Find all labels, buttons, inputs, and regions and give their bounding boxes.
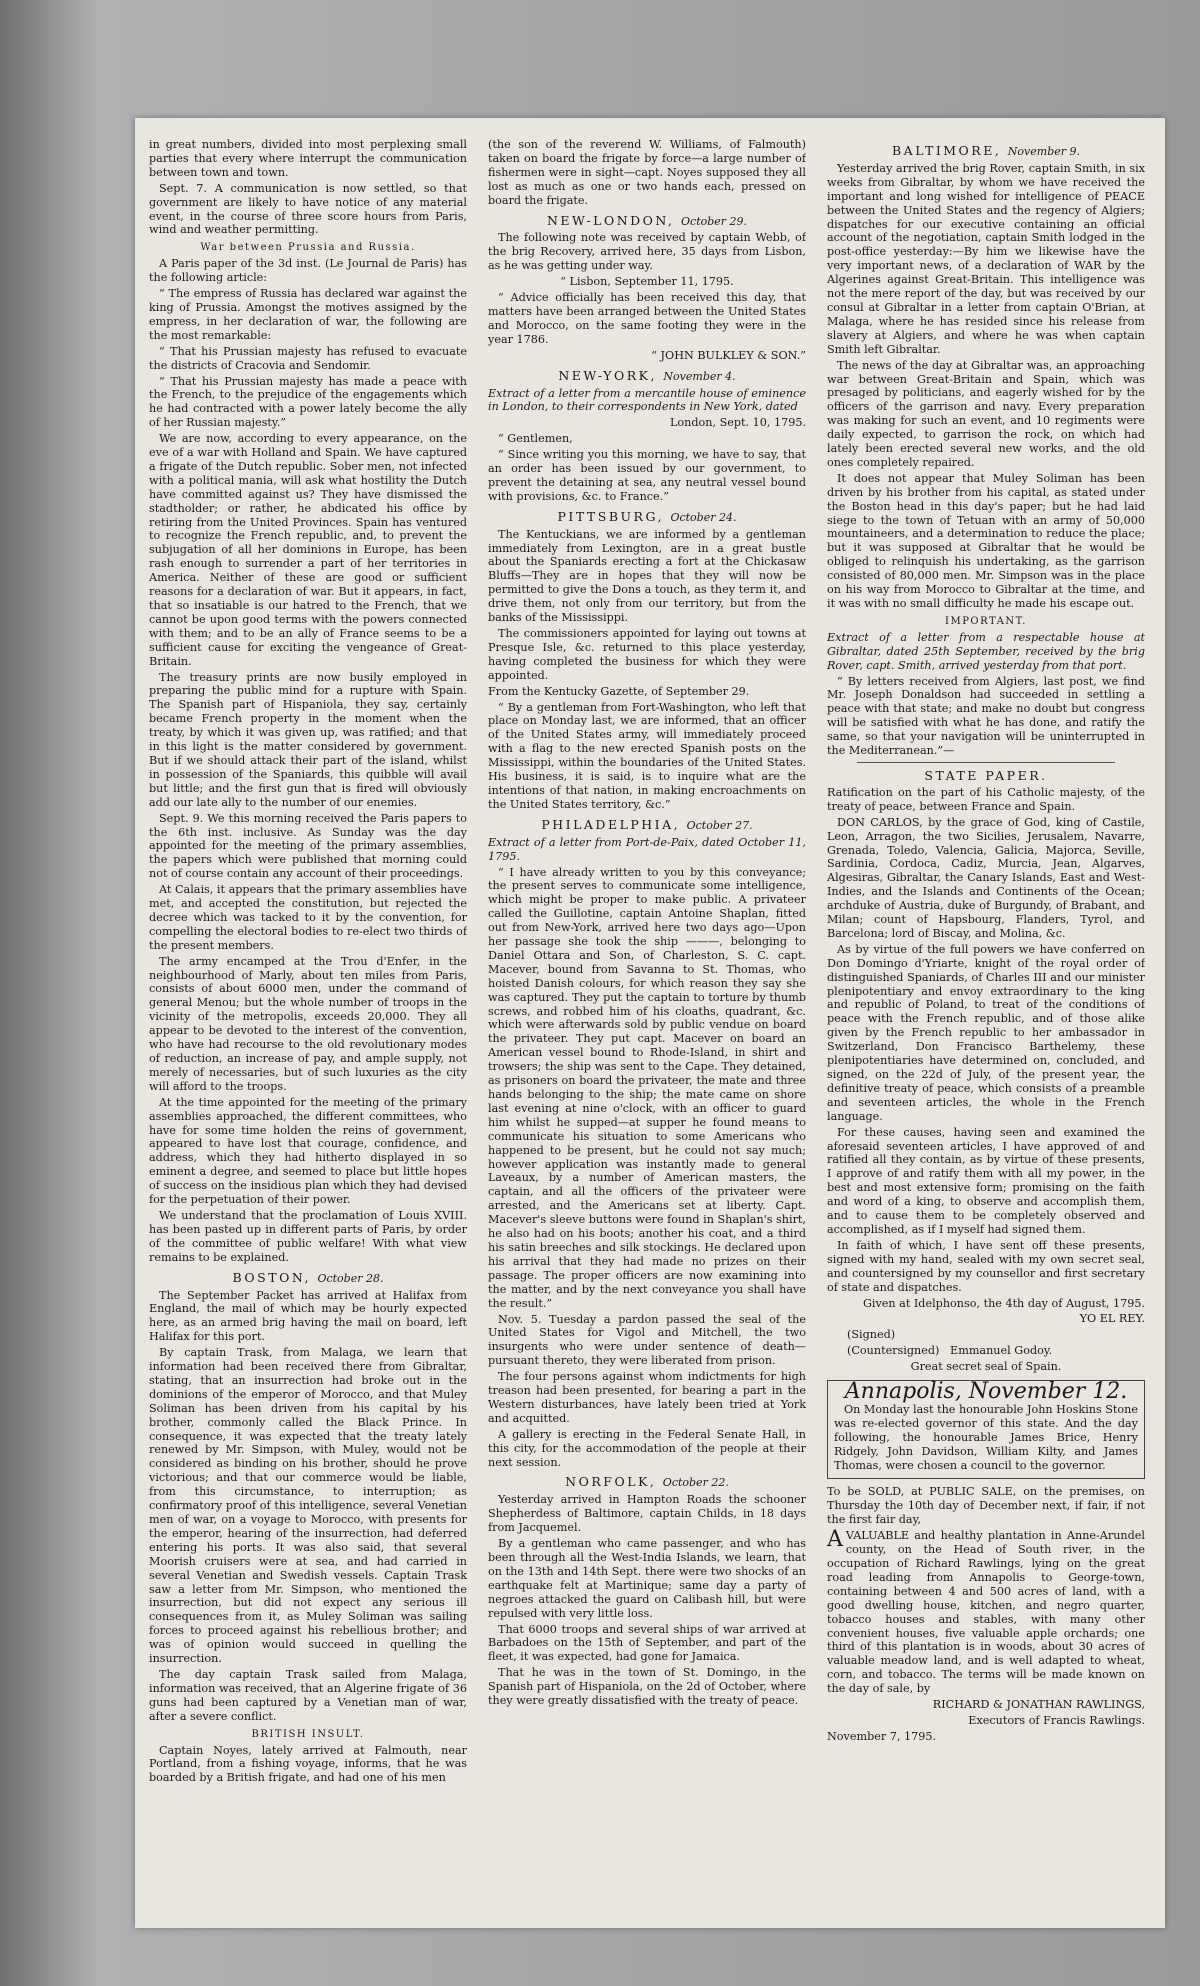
section-heading: STATE PAPER. [924, 767, 1048, 783]
extract-heading: Extract of a letter from Port-de-Paix, dated October 11, 1795. [488, 835, 806, 863]
signature-name: Emmanuel Godoy. [950, 1344, 1053, 1358]
signature: “ JOHN BULKLEY & SON.” [651, 348, 806, 362]
paragraph: “ That his Prussian majesty has refused to evacuate the districts of Cracovia and Sendomir. [149, 344, 467, 372]
paragraph: The following note was received by captain Webb, of the brig Recovery, arrived here, 35 days from Lisbon, as he was getting under way. [488, 231, 806, 273]
paragraph: By a gentleman who came passenger, and who has been through all the West-India Islands, we learn, that on the 13th and 14th Sept. there were two shocks of an earthquake felt at Martinique; same day a party of negroes attacked the guard on Calibash hill, but were repulsed with very little loss. [488, 1537, 806, 1620]
paragraph: The September Packet has arrived at Halifax from England, the mail of which may be hourly expected here, as an armed brig having the mail on board, left Halifax for this port. [149, 1288, 467, 1344]
paragraph: At the time appointed for the meeting of the primary assemblies approached, the different committees, who have for some time holden the reins of government, appeared to have lost that courage, confidence, and address, which they had hitherto displayed in so eminent a degree, and seemed to place but little hopes of success on the insidious plan which they had devised for the perpetuation of their power. [149, 1095, 467, 1207]
dateline-date: November 9. [1007, 145, 1081, 158]
dateline-date: October 24. [670, 510, 737, 524]
paragraph: By captain Trask, from Malaga, we learn that information had been received there from Gibraltar, stating, that an insurrection had broke out in the dominions of the emperor of Morocco, and that Muley Soliman has been driven from his capital by his brother, commonly called the Black Prince. In consequence, it was expected that the treaty lately renewed by Mr. Simpson, with Muley, would not be considered as binding on his brother, should he prove victorious; and that our commerce would be liable, from this circumstance, to interruption; as confirmatory proof of this intelligence, several Venetian men of war, on a voyage to Morocco, with presents for the emperor, hearing of the insurrection, had deferred entering his ports. It was also said, that several Moorish cruisers were at sea, and had carried in several Venetian and Swedish vessels. Captain Trask saw a letter from Mr. Simpson, who mentioned the insurrection, but did not expect any serious ill consequences from it, as Muley Soliman was sailing forces to proceed against his rebellious brother; and was of opinion would succeed in quelling the insurrection. [149, 1346, 467, 1666]
paragraph: On Monday last the honourable John Hoskins Stone was re-elected governor of this state. And the day following, the honourable James Brice, Henry Ridgely, John Davidson, William Kilty, and James Thomas, were chosen a council to the governor. [834, 1402, 1138, 1472]
paragraph: The treasury prints are now busily employed in preparing the public mind for a rupture with Spain. The Spanish part of Hispaniola, they say, certainly became French property in the moment when the treaty, by which it was given up, was ratified; and that in this light is the matter considered by government. But if we should attack their part of the island, whilst in possession of the Spaniards, this quibble will avail but little; and the first gun that is fired will obviously add our late ally to the number of our enemies. [149, 670, 467, 809]
paragraph: Nov. 5. Tuesday a pardon passed the seal of the United States for Vigol and Mitchell, the two insurgents who were under sentence of death—pursuant thereto, they were liberated from prison. [488, 1312, 806, 1368]
dateline-place: NORFOLK, [565, 1474, 657, 1490]
column-1 [149, 138, 467, 1908]
section-heading: BRITISH INSULT. [251, 1728, 365, 1740]
paragraph: The day captain Trask sailed from Malaga, information was received, that an Algerine frigate of 36 guns had been captured by a Venetian man of war, after a severe conflict. [149, 1667, 467, 1723]
dateline-new-london [488, 214, 806, 229]
paragraph: “ By a gentleman from Fort-Washington, who left that place on Monday last, we are informed, that an officer of the United States army, will immediately proceed with a flag to the new erected Spanish posts on the Mississippi, within the boundaries of the United States. His business, it is said, is to inquire what are the intentions of that nation, in making encroachments on the United States territory, &c.” [488, 700, 806, 811]
paragraph: (the son of the reverend W. Williams, of Falmouth) taken on board the frigate by force—a large number of fishermen were in sight—capt. Noyes supposed they all lost as much as one or two hands each, pressed on board the frigate. [488, 138, 806, 207]
paragraph: Yesterday arrived in Hampton Roads the schooner Shepherdess of Baltimore, captain Childs, in 18 days from Jacquemel. [488, 1493, 806, 1535]
paragraph: For these causes, having seen and examined the aforesaid seventeen articles, I have approved of and ratified all they contain, as by virtue of these presents, I approve of and ratify them with all my power, in the best and most extensive form; promising on the faith and word of a king, to observe and accomplish them, and to cause them to be completely observed and accomplished, as if I myself had signed them. [827, 1125, 1145, 1236]
signature-line [827, 1344, 1145, 1358]
paragraph: That he was in the town of St. Domingo, in the Spanish part of Hispaniola, on the 2d of October, where they were greatly dissatisfied with the treaty of peace. [488, 1666, 806, 1708]
paragraph: in great numbers, divided into most perplexing small parties that every where interrupt the communication between town and town. [149, 138, 467, 179]
sale-body [827, 1529, 1145, 1696]
sale-text: VALUABLE and healthy plantation in Anne-Arundel county, on the Head of South river, in the occupation of Richard Rawlings, lying on the great road leading from Annapolis to George-town, containing between 4 and 500 acres of land, with a good dwelling house, kitchen, and negro quarter, tobacco houses and stables, with many other convenient houses, five valuable apple orchards; one third of this plantation is in woods, about 30 acres of valuable meadow land, and is well adapted to wheat, corn, and tobacco. The terms will be made known on the day of sale, by [827, 1529, 1145, 1696]
paragraph: DON CARLOS, by the grace of God, king of Castile, Leon, Arragon, the two Sicilies, Jerusalem, Navarre, Grenada, Toledo, Valencia, Galicia, Majorca, Seville, Sardinia, Cordoca, Cadiz, Murcia, Jean, Algarves, Algesiras, Gibraltar, the Canary Islands, East and West-Indies, and the Islands and Continents of the Ocean; archduke of Austria, duke of Burgundy, of Brabant, and Milan; count of Hapsbourg, Flanders, Tyrol, and Barcelona; lord of Biscay, and Molina, &c. [827, 815, 1145, 940]
sale-intro: To be SOLD, at PUBLIC SALE, on the premises, on Thursday the 10th day of December next, if fair, if not the first fair day, [827, 1485, 1145, 1527]
paragraph: Yesterday arrived the brig Rover, captain Smith, in six weeks from Gibraltar, by whom we have received the important and long wished for intelligence of PEACE between the United States and the regency of Algiers; dispatches for our executive containing an official account of the negotiation, captain Smith lodged in the post-office yesterday:—By him we likewise have the very important news, of a declaration of WAR by the Algerines against Great-Britain. This intelligence was not the mere report of the day, but was received by our consul at Gibraltar in a letter from captain O'Brian, at Malaga, where he has resided since his release from slavery at Algiers, and where he was when captain Smith left Gibraltar. [827, 161, 1145, 356]
dateline-place: NEW-YORK, [558, 367, 657, 383]
signature-label: (Signed) [847, 1328, 896, 1342]
paragraph: That 6000 troops and several ships of war arrived at Barbadoes on the 15th of September, and part of the fleet, it was expected, had gone for Jamaica. [488, 1622, 806, 1664]
paragraph: The four persons against whom indictments for high treason had been presented, for bearing a part in the Western disturbances, have lately been tried at York and acquitted. [488, 1370, 806, 1425]
paragraph: From the Kentucky Gazette, of September 29. [488, 684, 750, 698]
dateline-date: October 22. [662, 1476, 729, 1490]
extract-heading: Extract of a letter from a mercantile house of eminence in London, to their correspondents in New York, dated [488, 386, 806, 414]
paragraph: At Calais, it appears that the primary assemblies have met, and accepted the constitution, but rejected the decree which was tacked to it by the convention, for compelling the electoral bodies to re-elect two thirds of the present members. [149, 883, 467, 952]
dateline-new-york [488, 369, 806, 384]
signature-label: (Countersigned) [847, 1344, 940, 1358]
paragraph: Captain Noyes, lately arrived at Falmouth, near Portland, from a fishing voyage, informs, that he was boarded by a British frigate, and had one of his men [149, 1743, 467, 1785]
annapolis-box [827, 1380, 1145, 1479]
dateline-baltimore [827, 144, 1145, 159]
dateline-boston [149, 1271, 467, 1286]
paragraph: “ Since writing you this morning, we have to say, that an order has been issued by our government, to prevent the detaining at sea, any neutral vessel bound with provisions, &c. to France.” [488, 448, 806, 503]
paragraph: A gallery is erecting in the Federal Senate Hall, in this city, for the accommodation of the people at their next session. [488, 1427, 806, 1469]
paragraph: Given at Idelphonso, the 4th day of August, 1795. [862, 1296, 1145, 1310]
sale-signature: RICHARD & JONATHAN RAWLINGS, [932, 1698, 1145, 1712]
paragraph: The news of the day at Gibraltar was, an approaching war between Great-Britain and Spain, which was presaged by politicians, and eagerly wished for by the officers of the garrison and navy. Every preparation was making for such an event, and 10 regiments were daily expected, to garrison the rock, on which had lately been erected several new works, and the old ones completely repaired. [827, 358, 1145, 469]
paragraph: “ Gentlemen, [498, 432, 573, 446]
paragraph: The commissioners appointed for laying out towns at Presque Isle, &c. returned to this place yesterday, having completed the business for which they were appointed. [488, 627, 806, 682]
paragraph: Sept. 7. A communication is now settled, so that government are likely to have notice of any material event, in the course of three score hours from Paris, wind and weather permitting. [149, 181, 467, 237]
paragraph: “ By letters received from Algiers, last post, we find Mr. Joseph Donaldson had succeeded in settling a peace with that state; and make no doubt but congress will be satisfied with what he has done, and ratify the same, so that your navigation will be uninterrupted in the Mediterranean.”— [827, 674, 1145, 758]
column-2 [488, 138, 806, 1908]
paragraph: “ Advice officially has been received this day, that matters have been arranged between the United States and Morocco, on the same footing they were in the year 1786. [488, 291, 806, 346]
paragraph: The Kentuckians, we are informed by a gentleman immediately from Lexington, are in a great bustle about the Spaniards erecting a fort at the Chickasaw Bluffs—They are in hopes that they will now be permitted to give the Dons a touch, as they term it, and drive them, not only from our territory, but from the banks of the Mississippi. [488, 527, 806, 625]
section-heading: IMPORTANT. [945, 615, 1027, 627]
column-3 [827, 138, 1145, 1908]
paragraph: A Paris paper of the 3d inst. (Le Journal de Paris) has the following article: [149, 257, 467, 285]
paragraph: It does not appear that Muley Soliman has been driven by his brother from his capital, as stated under the Boston head in this day's paper; but he had laid siege to the town of Tetuan with an army of 50,000 mountaineers, and a determination to reduce the place; but it was supposed at Gibraltar that he would be obliged to relinquish his undertaking, as the garrison consisted of 80,000 men. Mr. Simpson was in the place on his way from Morocco to Gibraltar at the time, and it was with no small difficulty he made his escape out. [827, 471, 1145, 610]
signature-line [827, 1328, 1145, 1342]
paragraph: We are now, according to every appearance, on the eve of a war with Holland and Spain. We have captured a frigate of the Dutch republic. Sober men, not infected with a political mania, will ask what hostility the Dutch have committed against us? They have dismissed the stadtholder; or rather, he abdicated his office by retiring from the United Provinces. Spain has ventured to recognize the French republic, and, to prevent the subjugation of all her dominions in Europe, has been rash enough to surrender a part of her territories in America. Neither of these are good or sufficient reasons for a declaration of war. But it appears, in fact, that so insatiable is our hatred to the French, that we cannot be upon good terms with the powers connected with them; and to be an ally of France seems to be a sufficient cause for exciting the vengeance of Great-Britain. [149, 432, 467, 668]
dateline-date: November 4. [663, 369, 736, 383]
paragraph: “ Lisbon, September 11, 1795. [560, 275, 734, 289]
drop-cap: A [827, 1527, 843, 1553]
signature: YO EL REY. [1079, 1312, 1145, 1326]
paragraph: Ratification on the part of his Catholic majesty, of the treaty of peace, between France and Spain. [827, 785, 1145, 813]
dateline-place: BOSTON, [232, 1269, 311, 1285]
dateline-pittsburg [488, 510, 806, 525]
paragraph: In faith of which, I have sent off these presents, signed with my hand, sealed with my own secret seal, and countersigned by my counsellor and first secretary of state and dispatches. [827, 1238, 1145, 1294]
paragraph: The army encamped at the Trou d'Enfer, in the neighbourhood of Marly, about ten miles from Paris, consists of about 6000 men, under the command of general Menou; but the whole number of troops in the vicinity of the metropolis, exceeds 20,000. They all appear to be devoted to the interest of the convention, who have had recourse to the old revolutionary modes of reduction, an increase of pay, and ample supply, not merely of necessaries, but of such luxuries as the city will afford to the troops. [149, 954, 467, 1093]
paragraph: Sept. 9. We this morning received the Paris papers to the 6th inst. inclusive. As Sunday was the day appointed for the meeting of the primary assemblies, the papers which were published that morning could not of course contain any account of their proceedings. [149, 811, 467, 881]
paragraph: “ The empress of Russia has declared war against the king of Prussia. Amongst the motives assigned by the empress, in her declaration of war, the following are the most remarkable: [149, 287, 467, 342]
dateline-place: NEW-LONDON, [546, 212, 675, 228]
paragraph: “ That his Prussian majesty has made a peace with the French, to the prejudice of the engagements which he had contracted with a power lately become the ally of her Russian majesty.” [149, 374, 467, 430]
paragraph: We understand that the proclamation of Louis XVIII. has been pasted up in different parts of Paris, by order of the committee of public welfare! With what view remains to be explained. [149, 1208, 467, 1264]
dateline-date: October 29. [681, 214, 748, 228]
extract-date: London, Sept. 10, 1795. [669, 416, 806, 430]
dateline-date: October 28. [317, 1271, 384, 1285]
sale-executors: Executors of Francis Rawlings. [968, 1713, 1145, 1727]
signature-line: Great secret seal of Spain. [910, 1360, 1062, 1374]
annapolis-title: Annapolis, November 12. [844, 1379, 1128, 1405]
sale-date: November 7, 1795. [827, 1729, 937, 1743]
dateline-place: PHILADELPHIA, [541, 816, 681, 832]
paragraph: “ I have already written to you by this conveyance; the present serves to communicate some intelligence, which might be proper to make public. A privateer called the Guillotine, captain Antoine Shaplan, fitted out from New-York, arrived here two days ago—Upon her passage she took the ship ———, belonging to Daniel Ottara and Son, of Charleston, S. C. capt. Macever, bound from Savanna to St. Thomas, who hoisted Danish colours, for which reason they say she was captured. They put the captain to torture by thumb screws, and robbed him of his cloaths, quadrant, &c. which were afterwards sold by public vendue on board the privateer. They put capt. Macever on board an American vessel bound to Rhode-Island, in shirt and trowsers; the ship was sent to the Cape. They detained, as prisoners on board the privateer, the mate and three hands belonging to the ship; the mate came on shore last evening at nine o'clock, with an officer to guard him whilst he supped—at supper he found means to communicate his situation to some Americans who happened to be present, but he could not say much; however application was instantly made to general Laveaux, by a number of American masters, the captain, and all the officers of the privateer were arrested, and the Americans set at liberty. Capt. Macever's sleeve buttons were found in Shaplan's shirt, he also had on his boots; another his coat, and a third his satin breeches and silk stockings. He declared upon his arrival that they had made no prizes on their passage. The proper officers are now examining into the matter, and by the next conveyance you shall have the result.” [488, 865, 806, 1310]
extract-heading: Extract of a letter from a respectable house at Gibraltar, dated 25th September, received by the brig Rover, capt. Smith, arrived yesterday from that port. [827, 630, 1145, 672]
newspaper-page [135, 118, 1165, 1928]
divider [857, 762, 1115, 763]
dateline-place: PITTSBURG, [557, 508, 664, 524]
dateline-philadelphia [488, 818, 806, 833]
section-heading: War between Prussia and Russia. [200, 242, 416, 254]
dateline-date: October 27. [686, 818, 753, 832]
paragraph: As by virtue of the full powers we have conferred on Don Domingo d'Yriarte, knight of the royal order of distinguished Spaniards, of Charles III and our minister plenipotentiary and envoy extraordinary to the king and republic of Poland, to treat of the conditions of peace with the French republic, and of those alike given by the French republic to her ambassador in Switzerland, Don Francisco Barthelemy, these plenipotentiaries have determined on, concluded, and signed, on the 22d of July, of the present year, the definitive treaty of peace, which consists of a preamble and seventeen articles, the whole in the French language. [827, 942, 1145, 1123]
dateline-place: BALTIMORE, [891, 143, 1002, 158]
dateline-norfolk [488, 1475, 806, 1490]
